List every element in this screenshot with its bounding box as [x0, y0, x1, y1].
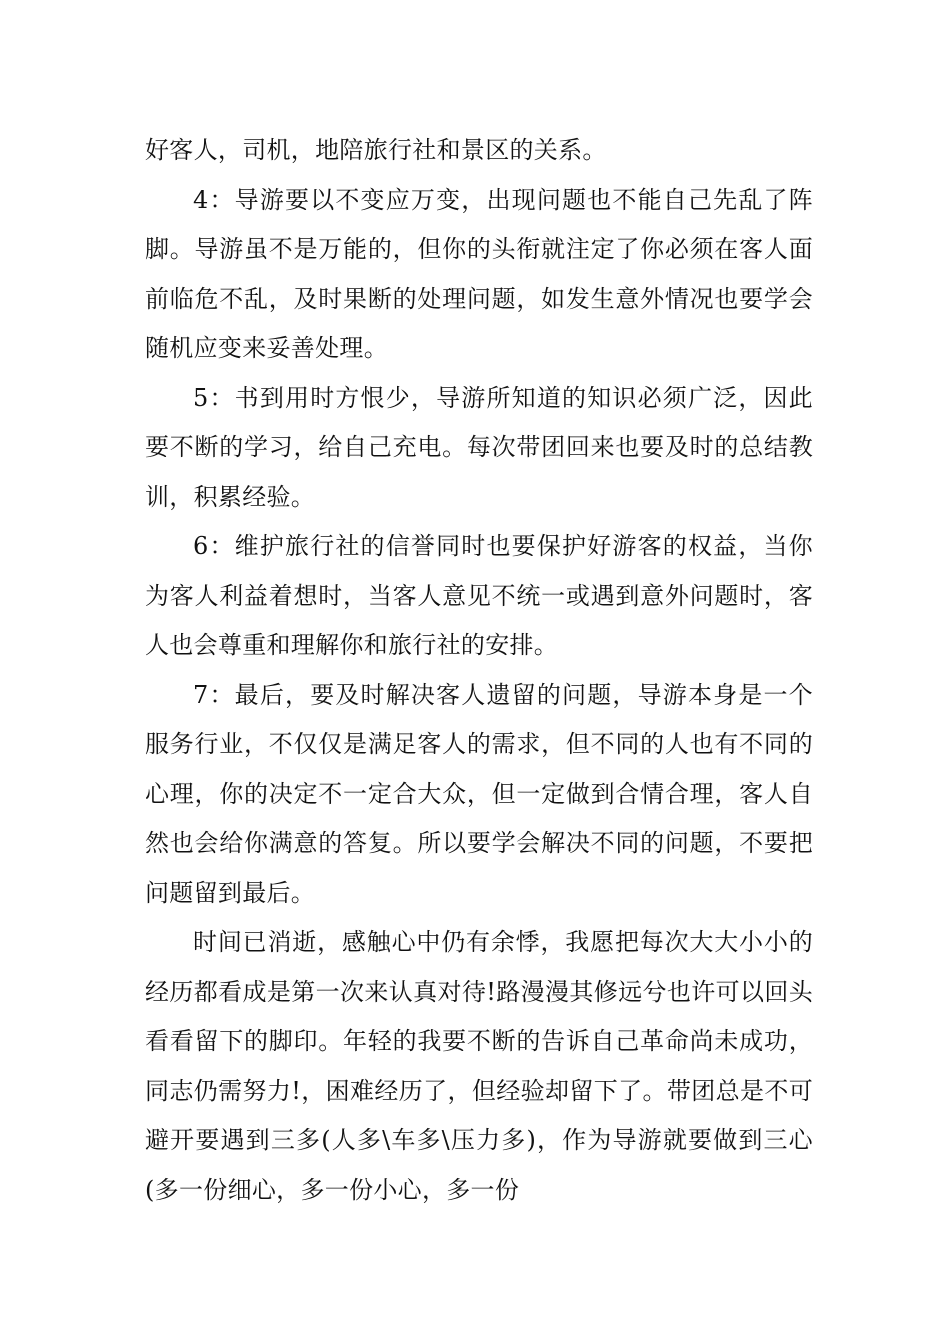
paragraph-point-7: 7：最后，要及时解决客人遗留的问题，导游本身是一个服务行业，不仅仅是满足客人的需求，但不同的人也有不同的心理，你的决定不一定合大众，但一定做到合情合理，客人自然也会给你满意的答复。所以要学会解决不同的问题，不要把问题留到最后。 [145, 680, 813, 907]
paragraph-point-6: 6：维护旅行社的信誉同时也要保护好游客的权益，当你为客人利益着想时，当客人意见不统一或遇到意外问题时，客人也会尊重和理解你和旅行社的安排。 [145, 532, 813, 659]
paragraph-point-5: 5：书到用时方恨少，导游所知道的知识必须广泛，因此要不断的学习，给自己充电。每次带团回来也要及时的总结教训，积累经验。 [145, 383, 813, 511]
document-body [145, 126, 813, 1215]
paragraph-reflection: 时间已消逝，感触心中仍有余悸，我愿把每次大大小小的经历都看成是第一次来认真对待!路漫漫其修远兮也许可以回头看看留下的脚印。年轻的我要不断的告诉自己革命尚未成功，同志仍需努力!，困难经历了，但经验却留下了。带团总是不可避开要遇到三多(人多\车多\压力多)，作为导游就要做到三心(多一份细心，多一份小心，多一份 [145, 928, 813, 1204]
paragraph-point-4: 4：导游要以不变应万变，出现问题也不能自己先乱了阵脚。导游虽不是万能的，但你的头衔就注定了你必须在客人面前临危不乱，及时果断的处理问题，如发生意外情况也要学会随机应变来妥善处理。 [145, 185, 813, 362]
paragraph-continuation: 好客人，司机，地陪旅行社和景区的关系。 [145, 136, 607, 164]
